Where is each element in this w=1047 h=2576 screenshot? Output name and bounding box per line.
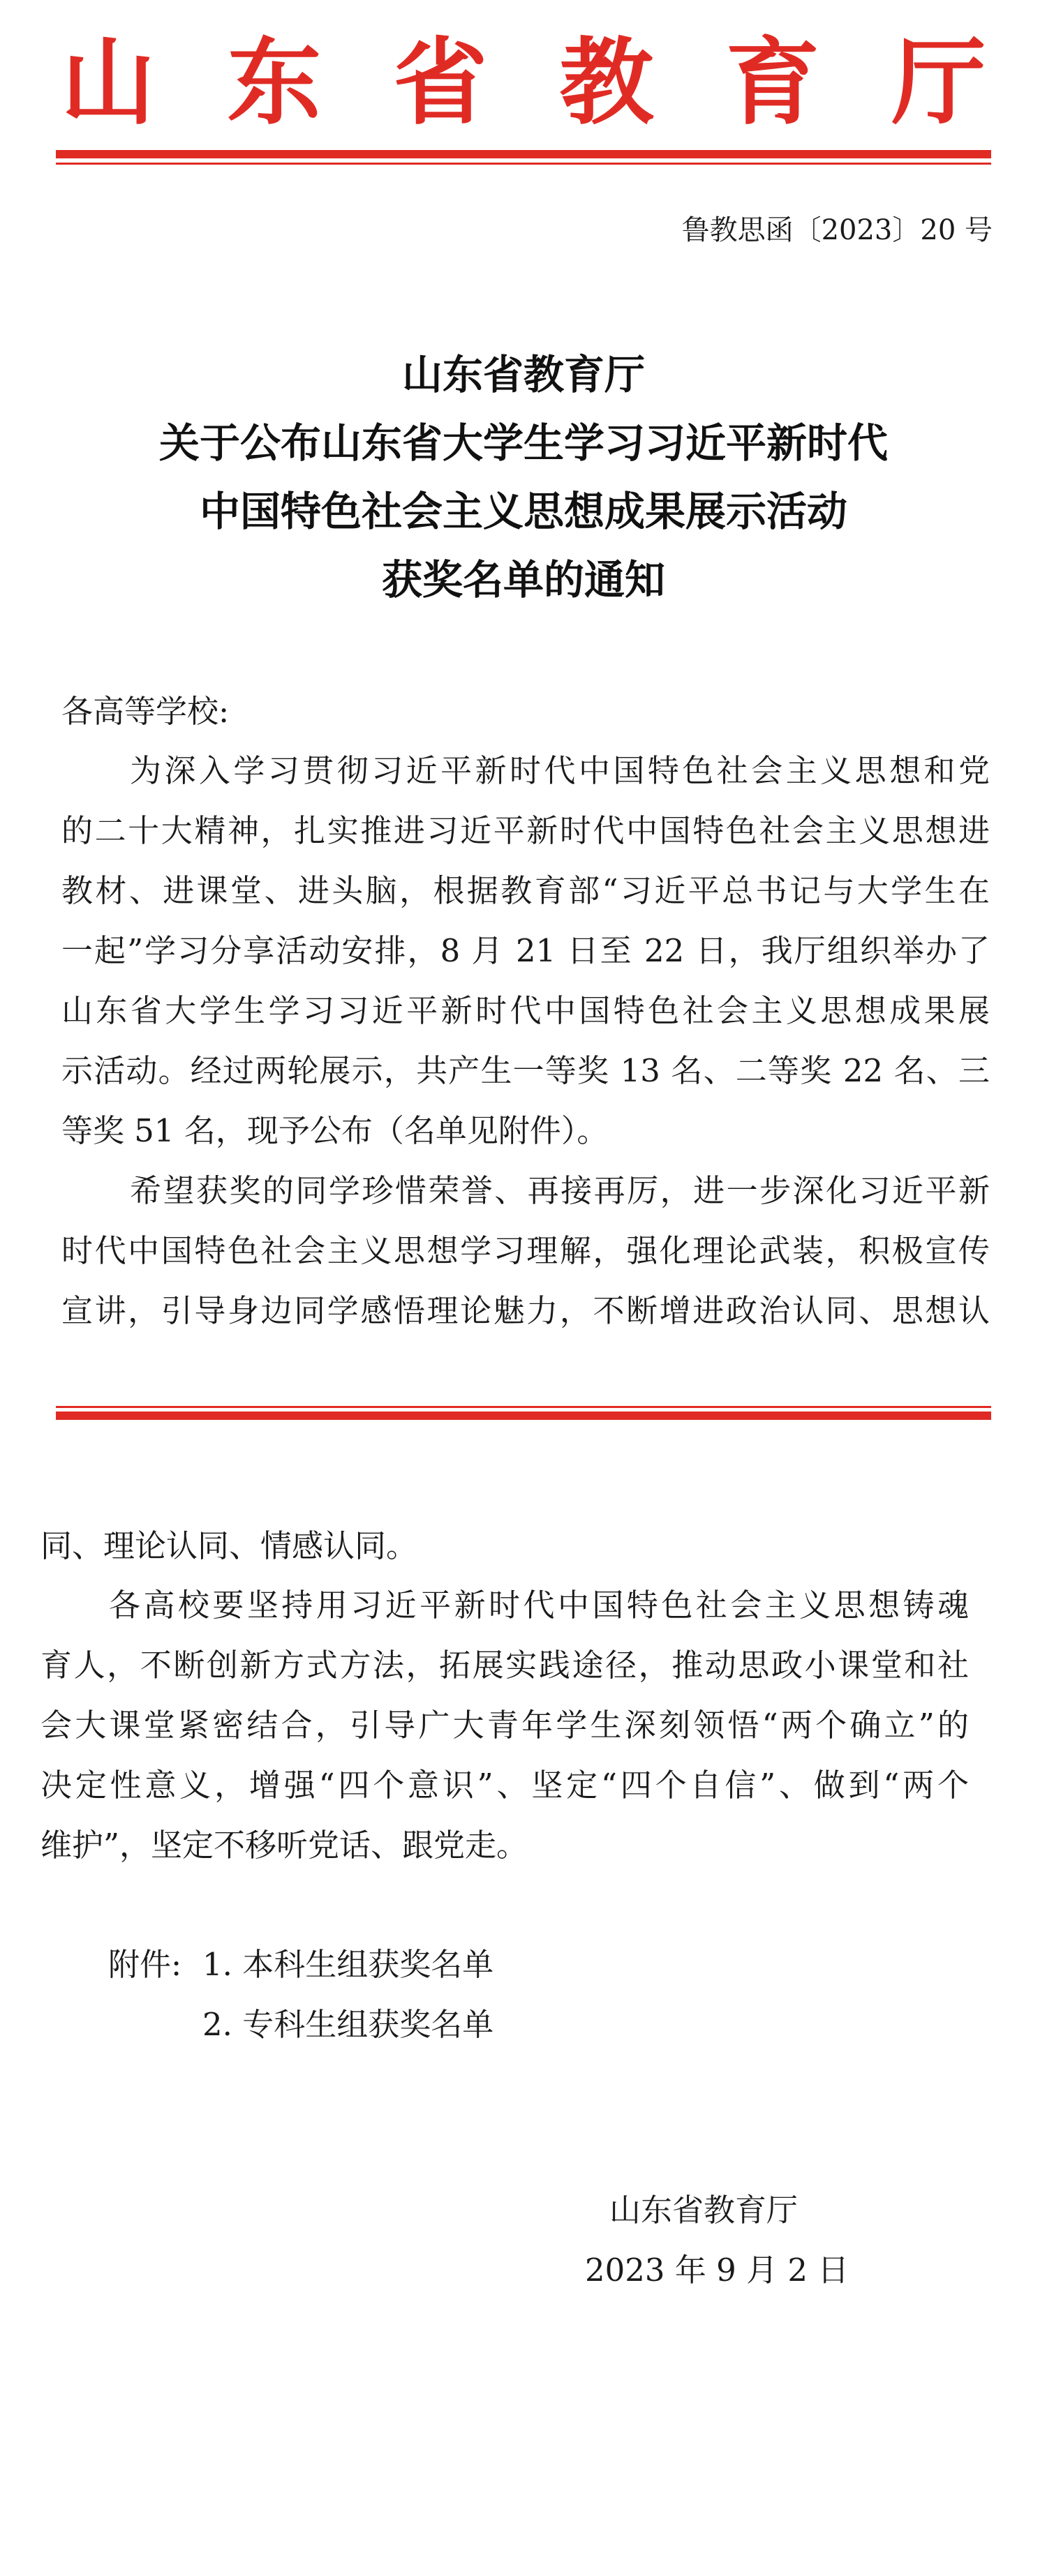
paragraph-line: 维护”，坚定不移听党话、跟党走。 (40, 1827, 528, 1864)
paragraph-line: 会大课堂紧密结合，引导广大青年学生深刻领悟“两个确立”的 (40, 1707, 969, 1744)
footer-divider-thin (56, 1406, 991, 1408)
masthead-char: 育 (725, 28, 820, 137)
paragraph-line: 各高校要坚持用习近平新时代中国特色社会主义思想铸魂 (109, 1587, 969, 1624)
paragraph-line: 时代中国特色社会主义思想学习理解，强化理论武装，积极宣传 (61, 1232, 990, 1269)
document-number: 鲁教思函〔2023〕20 号 (681, 214, 993, 246)
paragraph-line: 为深入学习贯彻习近平新时代中国特色社会主义思想和党 (130, 752, 990, 789)
issuer-signature: 山东省教育厅 (609, 2192, 799, 2229)
paragraph-line: 示活动。经过两轮展示，共产生一等奖 13 名、二等奖 22 名、三 (61, 1052, 990, 1089)
masthead-char: 教 (559, 28, 654, 137)
masthead-char: 山 (61, 28, 156, 137)
title-line: 获奖名单的通知 (381, 556, 665, 604)
header-divider-thin (56, 163, 991, 165)
masthead-char: 省 (393, 28, 488, 137)
paragraph-line: 育人，不断创新方式方法，拓展实践途径，推动思政小课堂和社 (40, 1647, 969, 1684)
masthead (52, 28, 995, 137)
paragraph-line: 的二十大精神，扎实推进习近平新时代中国特色社会主义思想进 (61, 812, 990, 849)
title-line: 关于公布山东省大学生学习习近平新时代 (158, 419, 888, 467)
footer-divider-thick (56, 1411, 991, 1420)
paragraph-hope-continued: 同、理论认同、情感认同。 (40, 1527, 418, 1564)
attachment-label: 附件: (108, 1946, 182, 1983)
paragraph-line: 希望获奖的同学珍惜荣誉、再接再厉，进一步深化习近平新 (130, 1172, 990, 1209)
paragraph-line: 教材、进课堂、进头脑，根据教育部“习近平总书记与大学生在 (61, 872, 990, 909)
title-line: 山东省教育厅 (401, 351, 645, 398)
salutation: 各高等学校: (61, 693, 230, 730)
attachment-item: 2. 专科生组获奖名单 (202, 2006, 494, 2043)
paragraph-line: 一起”学习分享活动安排，8 月 21 日至 22 日，我厅组织举办了 (61, 932, 990, 969)
paragraph-hope (61, 1161, 990, 1341)
paragraph-intro (61, 741, 990, 1161)
attachment-item: 1. 本科生组获奖名单 (202, 1946, 494, 1983)
masthead-char: 东 (227, 28, 322, 137)
header-divider-thick (56, 150, 991, 158)
paragraph-line: 山东省大学生学习习近平新时代中国特色社会主义思想成果展 (61, 992, 990, 1029)
title-line: 中国特色社会主义思想成果展示活动 (199, 488, 847, 535)
paragraph-requirements (40, 1575, 969, 1875)
paragraph-line: 决定性意义，增强“四个意识”、坚定“四个自信”、做到“两个 (40, 1767, 969, 1804)
paragraph-line: 等奖 51 名，现予公布（名单见附件）。 (61, 1112, 609, 1149)
document-title (0, 340, 1047, 614)
masthead-char: 厅 (891, 28, 986, 137)
paragraph-line: 宣讲，引导身边同学感悟理论魅力，不断增进政治认同、思想认 (61, 1292, 990, 1329)
issue-date: 2023 年 9 月 2 日 (585, 2252, 849, 2289)
